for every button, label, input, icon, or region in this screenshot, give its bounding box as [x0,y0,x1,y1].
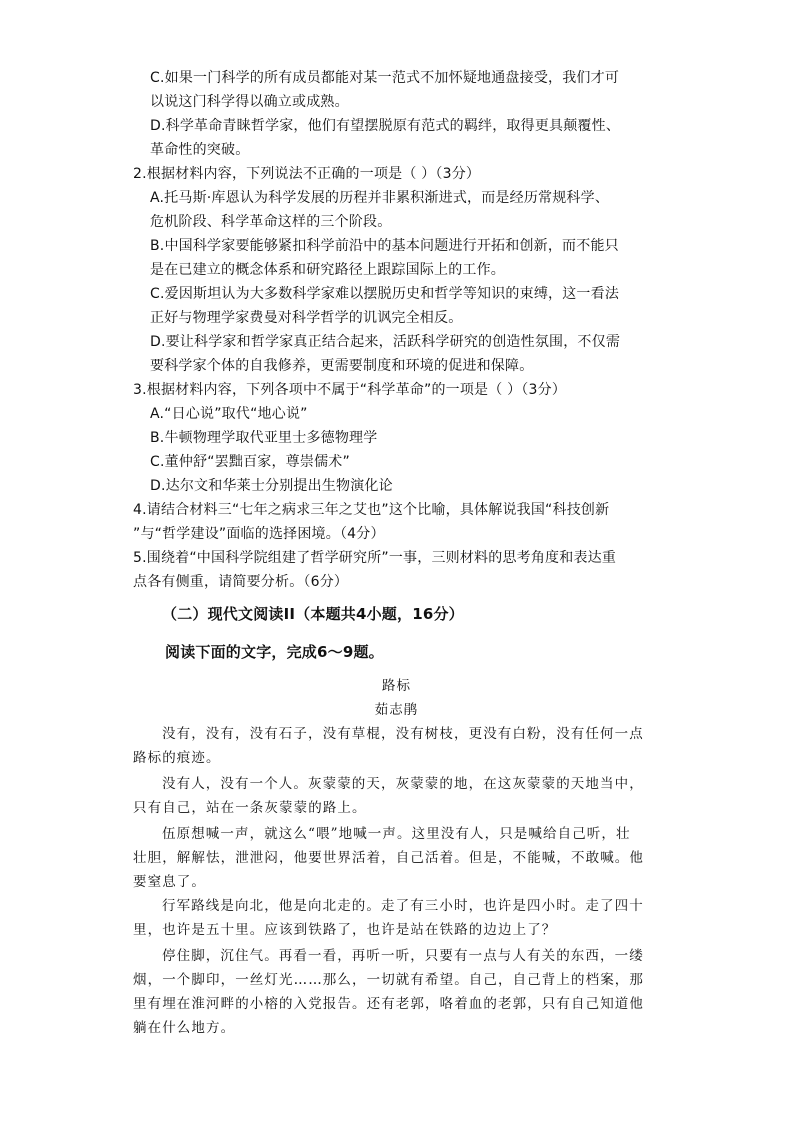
section-heading: （二）现代文阅读II（本题共4小题，16分） [162,605,464,623]
q4-line2: ”与“哲学建设”面临的选择困境。（4分） [133,526,385,542]
paragraph-5-line3: 里有埋在淮河畔的小榕的入党报告。还有老郭，咯着血的老郭，只有自己知道他 [133,996,644,1012]
q1-option-d-line2: 革命性的突破。 [150,142,250,158]
q2-stem: 2.根据材料内容，下列说法不正确的一项是（ ）（3分） [133,166,481,182]
q1-option-c-line1: C.如果一门科学的所有成员都能对某一范式不加怀疑地通盘接受，我们才可 [150,70,620,86]
q3-stem: 3.根据材料内容，下列各项中不属于“科学革命”的一项是（ ）（3分） [133,382,567,398]
q3-option-a: A.“日心说”取代“地心说” [150,406,308,422]
paragraph-3-line3: 要窒息了。 [133,874,206,890]
q5-line1: 5.围绕着“中国科学院组建了哲学研究所”一事，三则材料的思考角度和表达重 [133,550,617,566]
q5-line2: 点各有侧重，请简要分析。（6分） [133,574,349,590]
paragraph-3-line1: 伍原想喊一声，就这么“喂”地喊一声。这里没有人，只是喊给自己听，壮 [162,826,631,842]
q3-option-c: C.董仲舒“罢黜百家，尊崇儒术” [150,454,350,470]
story-author: 茹志鹃 [374,702,419,718]
paragraph-5-line2: 烟，一个脚印，一丝灯光……那么，一切就有希望。自己，自己背上的档案，那 [133,972,644,988]
paragraph-3-line2: 壮胆，解解怯，泄泄闷，他要世界活着，自己活着。但是，不能喊，不敢喊。他 [133,850,644,866]
q1-option-d-line1: D.科学革命青睐哲学家，他们有望摆脱原有范式的羁绊，取得更具颠覆性、 [150,118,621,134]
q2-option-b-line1: B.中国科学家要能够紧扣科学前沿中的基本问题进行开拓和创新，而不能只 [150,238,619,254]
q2-option-a-line2: 危机阶段、科学革命这样的三个阶段。 [150,214,392,230]
paragraph-5-line1: 停住脚，沉住气。再看一看，再听一听，只要有一点与人有关的东西，一缕 [162,948,644,964]
q1-option-c-line2: 以说这门科学得以确立或成熟。 [150,94,349,110]
q3-option-d: D.达尔文和华莱士分别提出生物演化论 [150,478,393,494]
q3-option-b: B.牛顿物理学取代亚里士多德物理学 [150,430,378,446]
q2-option-b-line2: 是在已建立的概念体系和研究路径上跟踪国际上的工作。 [150,262,505,278]
q2-option-d-line1: D.要让科学家和哲学家真正结合起来，活跃科学研究的创造性氛围，不仅需 [150,334,621,350]
paragraph-5-line4: 躺在什么地方。 [133,1020,236,1036]
q2-option-c-line1: C.爱因斯坦认为大多数科学家难以摆脱历史和哲学等知识的束缚，这一看法 [150,286,620,302]
paragraph-1-line2: 路标的痕迹。 [133,750,221,766]
section-instruction: 阅读下面的文字，完成6～9题。 [165,643,384,661]
q2-option-c-line2: 正好与物理学家费曼对科学哲学的讥讽完全相反。 [150,310,463,326]
paragraph-4-line1: 行军路线是向北，他是向北走的。走了有三小时，也许是四小时。走了四十 [162,898,644,914]
paragraph-2-line1: 没有人，没有一个人。灰蒙蒙的天，灰蒙蒙的地，在这灰蒙蒙的天地当中， [162,776,644,792]
story-title: 路标 [381,678,412,694]
paragraph-4-line2: 里，也许是五十里。应该到铁路了，也许是站在铁路的边边上了？ [133,922,557,938]
q4-line1: 4.请结合材料三“七年之病求三年之艾也”这个比喻，具体解说我国“科技创新 [133,502,610,518]
q2-option-a-line1: A.托马斯·库恩认为科学发展的历程并非累积渐进式，而是经历常规科学、 [150,190,610,206]
paragraph-1-line1: 没有，没有，没有石子，没有草棍，没有树枝，更没有白粉，没有任何一点 [162,726,644,742]
q2-option-d-line2: 要科学家个体的自我修养，更需要制度和环境的促进和保障。 [150,358,534,374]
paragraph-2-line2: 只有自己，站在一条灰蒙蒙的路上。 [133,800,367,816]
